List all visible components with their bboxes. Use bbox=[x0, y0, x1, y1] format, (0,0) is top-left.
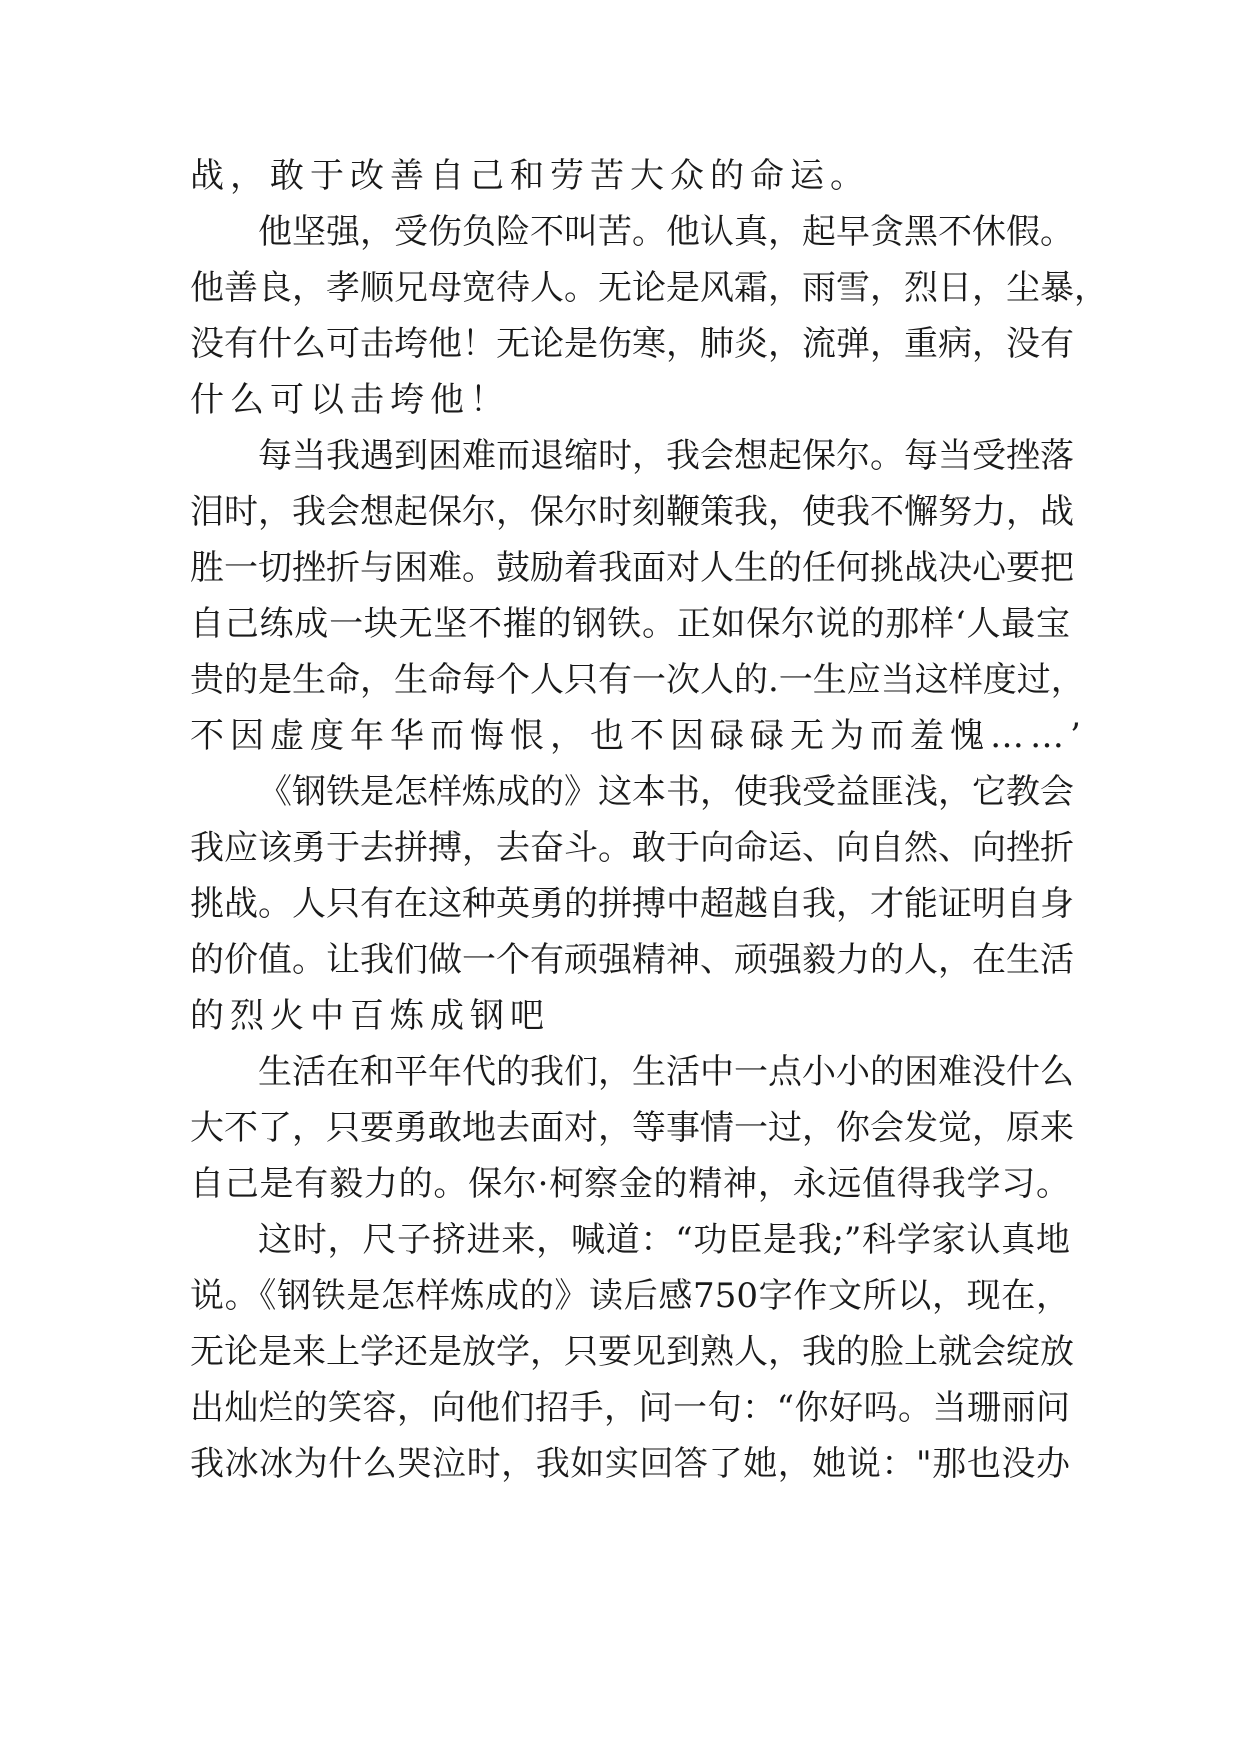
text-line-content: 自己练成一块无坚不摧的钢铁。正如保尔说的那样‘人最宝 bbox=[190, 604, 1070, 644]
text-line-content: 说。《钢铁是怎样炼成的》读后感750字作文所以，现在， bbox=[190, 1276, 1070, 1316]
text-line-content: 没有什么可击垮他！无论是伤寒，肺炎，流弹，重病，没有 bbox=[190, 324, 1074, 364]
text-line bbox=[190, 596, 1070, 652]
text-line-content: 的价值。让我们做一个有顽强精神、顽强毅力的人，在生活 bbox=[190, 940, 1074, 980]
paragraph-start-line bbox=[190, 764, 1074, 820]
text-line-content: 自己是有毅力的。保尔·柯察金的精神，永远值得我学习。 bbox=[190, 1164, 1070, 1204]
text-line bbox=[190, 820, 1074, 876]
text-line-content: 我冰冰为什么哭泣时，我如实回答了她，她说："那也没办 bbox=[190, 1444, 1070, 1484]
text-line bbox=[190, 372, 1070, 428]
text-line-content: 什么可以击垮他！ bbox=[190, 380, 510, 420]
text-line bbox=[190, 540, 1074, 596]
text-line-content: 战，敢于改善自己和劳苦大众的命运。 bbox=[190, 156, 870, 196]
text-line-content: 大不了，只要勇敢地去面对，等事情一过，你会发觉，原来 bbox=[190, 1108, 1074, 1148]
text-line-content: 他坚强，受伤负险不叫苦。他认真，起早贪黑不休假。 bbox=[258, 212, 1074, 252]
paragraph-start-line bbox=[190, 1044, 1074, 1100]
text-line-content: 不因虚度年华而悔恨，也不因碌碌无为而羞愧……’ bbox=[190, 716, 1087, 756]
text-line-content: 《钢铁是怎样炼成的》这本书，使我受益匪浅，它教会 bbox=[258, 772, 1074, 812]
text-line-content: 他善良，孝顺兄母宽待人。无论是风霜，雨雪，烈日，尘暴， bbox=[190, 268, 1108, 308]
text-line-content: 我应该勇于去拼搏，去奋斗。敢于向命运、向自然、向挫折 bbox=[190, 828, 1074, 868]
text-line bbox=[190, 1156, 1070, 1212]
text-line-content: 的烈火中百炼成钢吧 bbox=[190, 996, 550, 1036]
text-line bbox=[190, 316, 1074, 372]
text-line-content: 挑战。人只有在这种英勇的拼搏中超越自我，才能证明自身 bbox=[190, 884, 1074, 924]
text-line bbox=[190, 148, 1070, 204]
text-line bbox=[190, 652, 1085, 708]
text-line bbox=[190, 988, 1070, 1044]
text-line bbox=[190, 1380, 1070, 1436]
paragraph-start-line bbox=[190, 428, 1074, 484]
text-line-content: 无论是来上学还是放学，只要见到熟人，我的脸上就会绽放 bbox=[190, 1332, 1074, 1372]
text-line bbox=[190, 1436, 1070, 1492]
text-line bbox=[190, 1268, 1070, 1324]
text-line-content: 出灿烂的笑容，向他们招手，问一句：“你好吗。当珊丽问 bbox=[190, 1388, 1070, 1428]
text-line bbox=[190, 484, 1074, 540]
text-line bbox=[190, 708, 1087, 764]
text-line-content: 每当我遇到困难而退缩时，我会想起保尔。每当受挫落 bbox=[258, 436, 1074, 476]
body-text bbox=[190, 148, 1108, 1492]
text-line bbox=[190, 1324, 1074, 1380]
text-line-content: 泪时，我会想起保尔，保尔时刻鞭策我，使我不懈努力，战 bbox=[190, 492, 1074, 532]
text-line-content: 这时，尺子挤进来，喊道：“功臣是我;”科学家认真地 bbox=[258, 1220, 1070, 1260]
text-line-content: 生活在和平年代的我们，生活中一点小小的困难没什么 bbox=[258, 1052, 1074, 1092]
text-line bbox=[190, 932, 1074, 988]
text-line bbox=[190, 876, 1074, 932]
paragraph-start-line bbox=[190, 1212, 1070, 1268]
paragraph-start-line bbox=[190, 204, 1074, 260]
text-line bbox=[190, 1100, 1074, 1156]
text-line-content: 胜一切挫折与困难。鼓励着我面对人生的任何挑战决心要把 bbox=[190, 548, 1074, 588]
text-line-content: 贵的是生命，生命每个人只有一次人的.一生应当这样度过， bbox=[190, 660, 1085, 700]
text-line bbox=[190, 260, 1108, 316]
